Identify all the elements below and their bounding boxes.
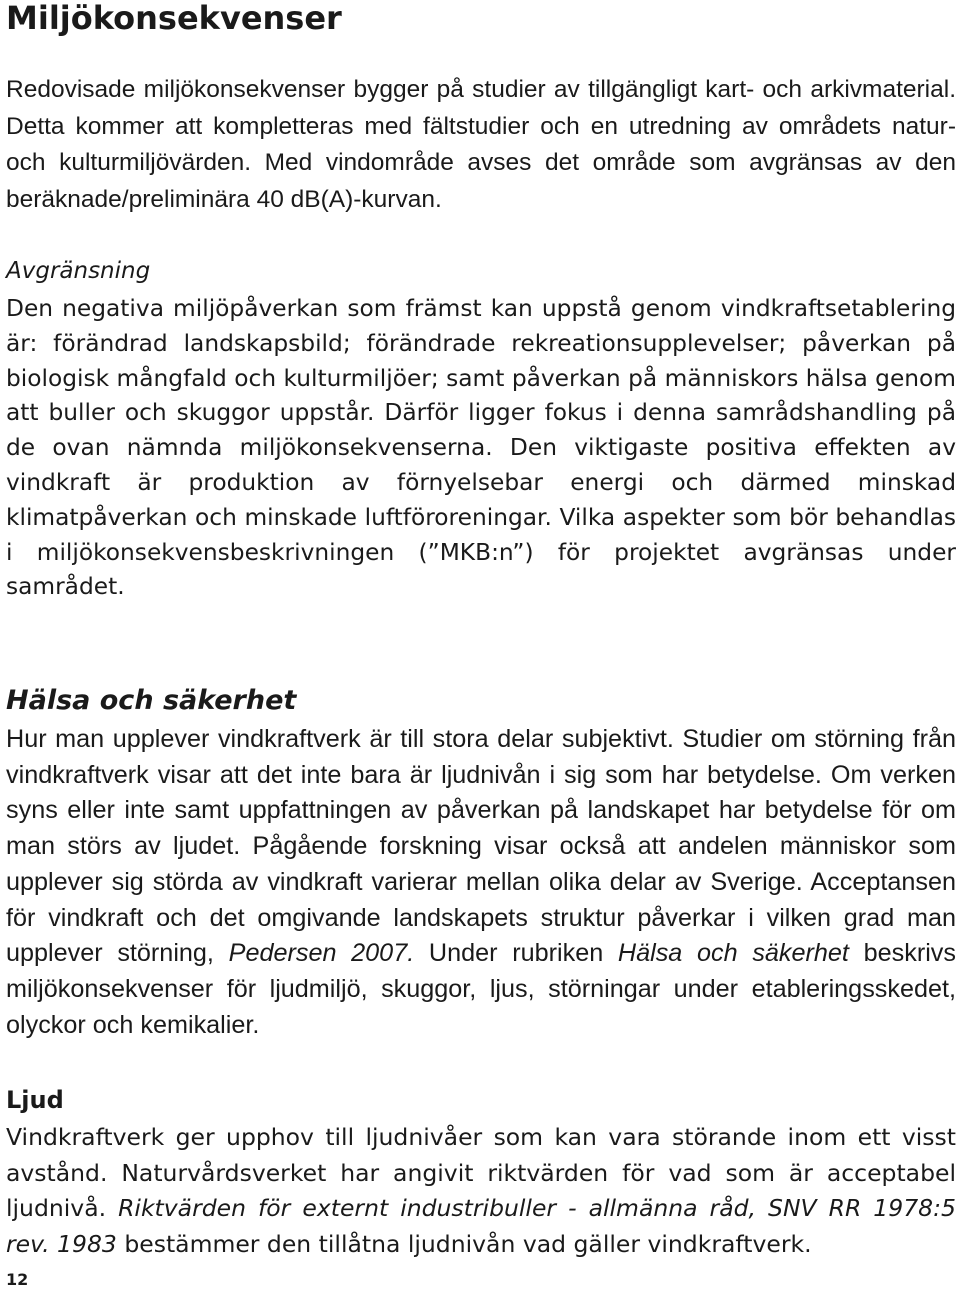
halsa-paragraph <box>6 722 956 1043</box>
ljud-text-2: bestämmer den tillåtna ljudnivån vad gäller vindkraftverk. <box>116 1229 812 1258</box>
ljud-text-1: Vindkraftverk ger upphov till ljudnivåer som kan vara störande inom ett visst avstånd. Naturvårdsverket har angivit riktvärden för vad som är acceptabel ljudnivå. <box>6 1123 956 1222</box>
page-number: 12 <box>6 1270 29 1289</box>
avgransning-paragraph: Den negativa miljöpåverkan som främst kan uppstå genom vindkraftsetablering är: förändrad landskapsbild; förändrade rekreationsupplevelser; påverkan på biologisk mångfald och kulturmiljöer; samt påverkan på människors hälsa genom att buller och skuggor uppstår. Därför ligger fokus i denna samrådshandling på de ovan nämnda miljökonsekvenserna. Den viktigaste positiva effekten av vindkraft är produktion av förnyelsebar energi och därmed minskad klimatpåverkan och minskade luftföroreningar. Vilka aspekter som bör behandlas i miljökonsekvensbeskrivningen (”MKB:n”) för projektet avgränsas under samrådet. <box>6 295 956 601</box>
page-title: Miljökonsekvenser <box>6 0 342 37</box>
halsa-heading: Hälsa och säkerhet <box>6 685 297 716</box>
halsa-text-2: Under rubriken <box>414 939 618 968</box>
halsa-text-3: beskrivs miljökonsekvenser för ljudmiljö, skuggor, ljus, störningar under etableringsskedet, olyckor och kemikalier. <box>6 939 956 1039</box>
ljud-paragraph <box>6 1120 956 1262</box>
intro-paragraph: Redovisade miljökonsekvenser bygger på studier av tillgängligt kart- och arkivmaterial. Detta kommer att kompletteras med fältstudier och en utredning av områdets natur- och kulturmiljövärden. Med vindområde avses det område som avgränsas av den beräknade/preliminära 40 dB(A)-kurvan. <box>6 76 956 213</box>
ljud-citation: Riktvärden för externt industribuller - allmänna råd, SNV RR 1978:5 rev. 1983 <box>6 1194 956 1258</box>
halsa-citation: Pedersen 2007. <box>228 939 415 968</box>
halsa-section-ref: Hälsa och säkerhet <box>617 939 849 968</box>
halsa-text-1: Hur man upplever vindkraftverk är till stora delar subjektivt. Studier om störning från vindkraftverk visar att det inte bara är ljudnivån i sig som har betydelse. Om verken syns eller inte samt uppfattningen av påverkan på landskapet har betydelse för om man störs av ljudet. Pågående forskning visar också att andelen människor som upplever sig störda av vindkraft varierar mellan olika delar av Sverige. Acceptansen för vindkraft och det omgivande landskapets struktur påverkar i vilken grad man upplever störning, <box>6 725 956 968</box>
ljud-heading: Ljud <box>6 1086 64 1114</box>
avgransning-heading: Avgränsning <box>6 258 151 284</box>
